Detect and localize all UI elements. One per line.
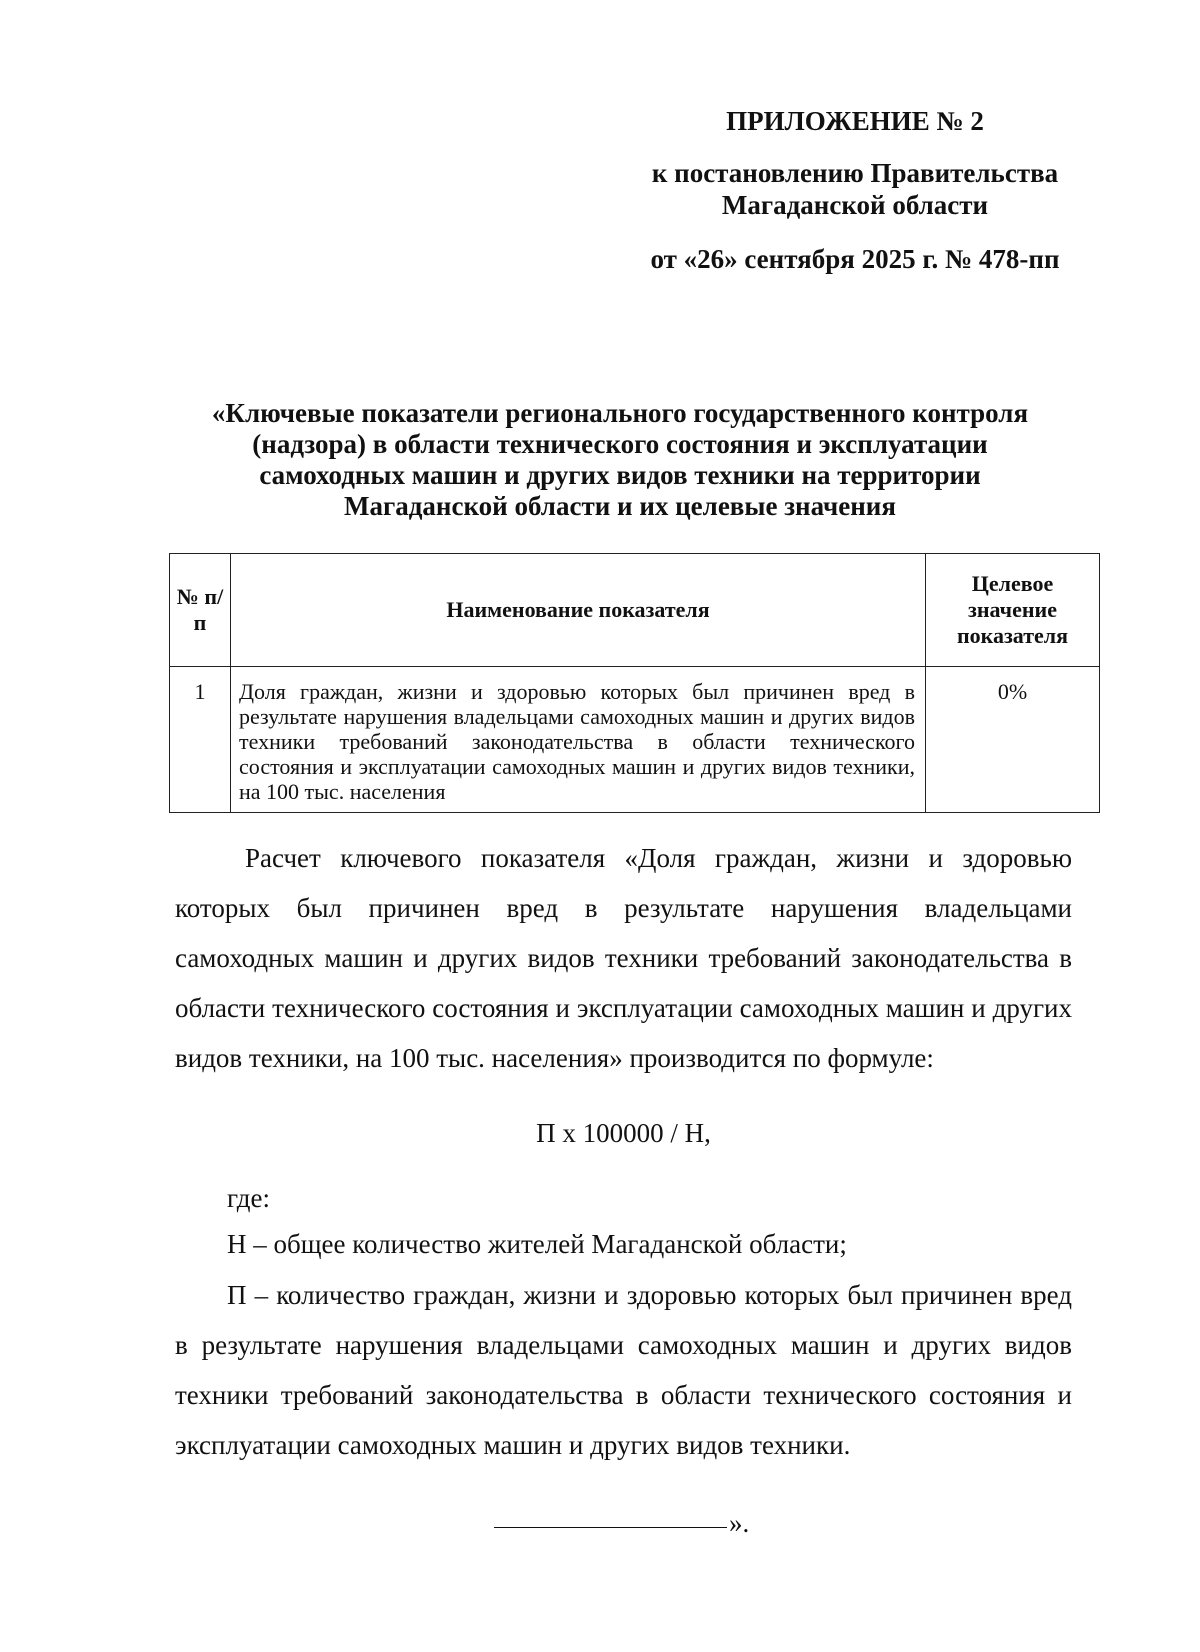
table-row [170,667,1100,813]
appendix-header [640,105,1070,275]
document-title-line: самоходных машин и других видов техники на территории [259,460,981,490]
row-target-value: 0% [926,667,1100,813]
appendix-resolution-line: к постановлению Правительства [651,158,1059,188]
row-number: 1 [170,667,231,813]
row-indicator-name: Доля граждан, жизни и здоровью которых был причинен вред в результате нарушения владельцами самоходных машин и других видов техники требований законодательства в области технического состояния и эксплуатации самоходных машин и других видов техники, на 100 тыс. населения [231,667,926,813]
appendix-date-line: от «26» сентября 2025 г. № 478-пп [650,244,1060,274]
header-target-value: Целевое значение показателя [926,554,1100,667]
closing-quote-mark: ». [729,1508,750,1538]
formula: П х 100000 / Н, [536,1118,711,1148]
header-indicator-name: Наименование показателя [231,554,926,667]
document-title [170,398,1070,522]
document-title-line: (надзора) в области технического состояния и эксплуатации [252,429,988,459]
header-number: № п/п [170,554,231,667]
indicators-table [169,553,1100,813]
definition-p: П – количество граждан, жизни и здоровью которых был причинен вред в результате нарушения владельцами самоходных машин и других видов техники требований законодательства в области технического состояния и эксплуатации самоходных машин и других видов техники. [175,1280,1072,1460]
closing-rule [494,1527,727,1528]
where-label: где: [227,1183,270,1213]
closing-line [494,1505,749,1541]
calculation-paragraph: Расчет ключевого показателя «Доля граждан, жизни и здоровью которых был причинен вред в результате нарушения владельцами самоходных машин и других видов техники требований законодательства в области технического состояния и эксплуатации самоходных машин и других видов техники, на 100 тыс. населения» производится по формуле: [175,843,1072,1073]
appendix-title: ПРИЛОЖЕНИЕ № 2 [726,106,984,136]
appendix-region-line: Магаданской области [721,190,989,220]
document-title-line: Магаданской области и их целевые значения [344,491,896,521]
definition-n: Н – общее количество жителей Магаданской области; [227,1229,847,1259]
table-header-row [170,554,1100,667]
document-title-line: «Ключевые показатели регионального государственного контроля [211,398,1029,428]
